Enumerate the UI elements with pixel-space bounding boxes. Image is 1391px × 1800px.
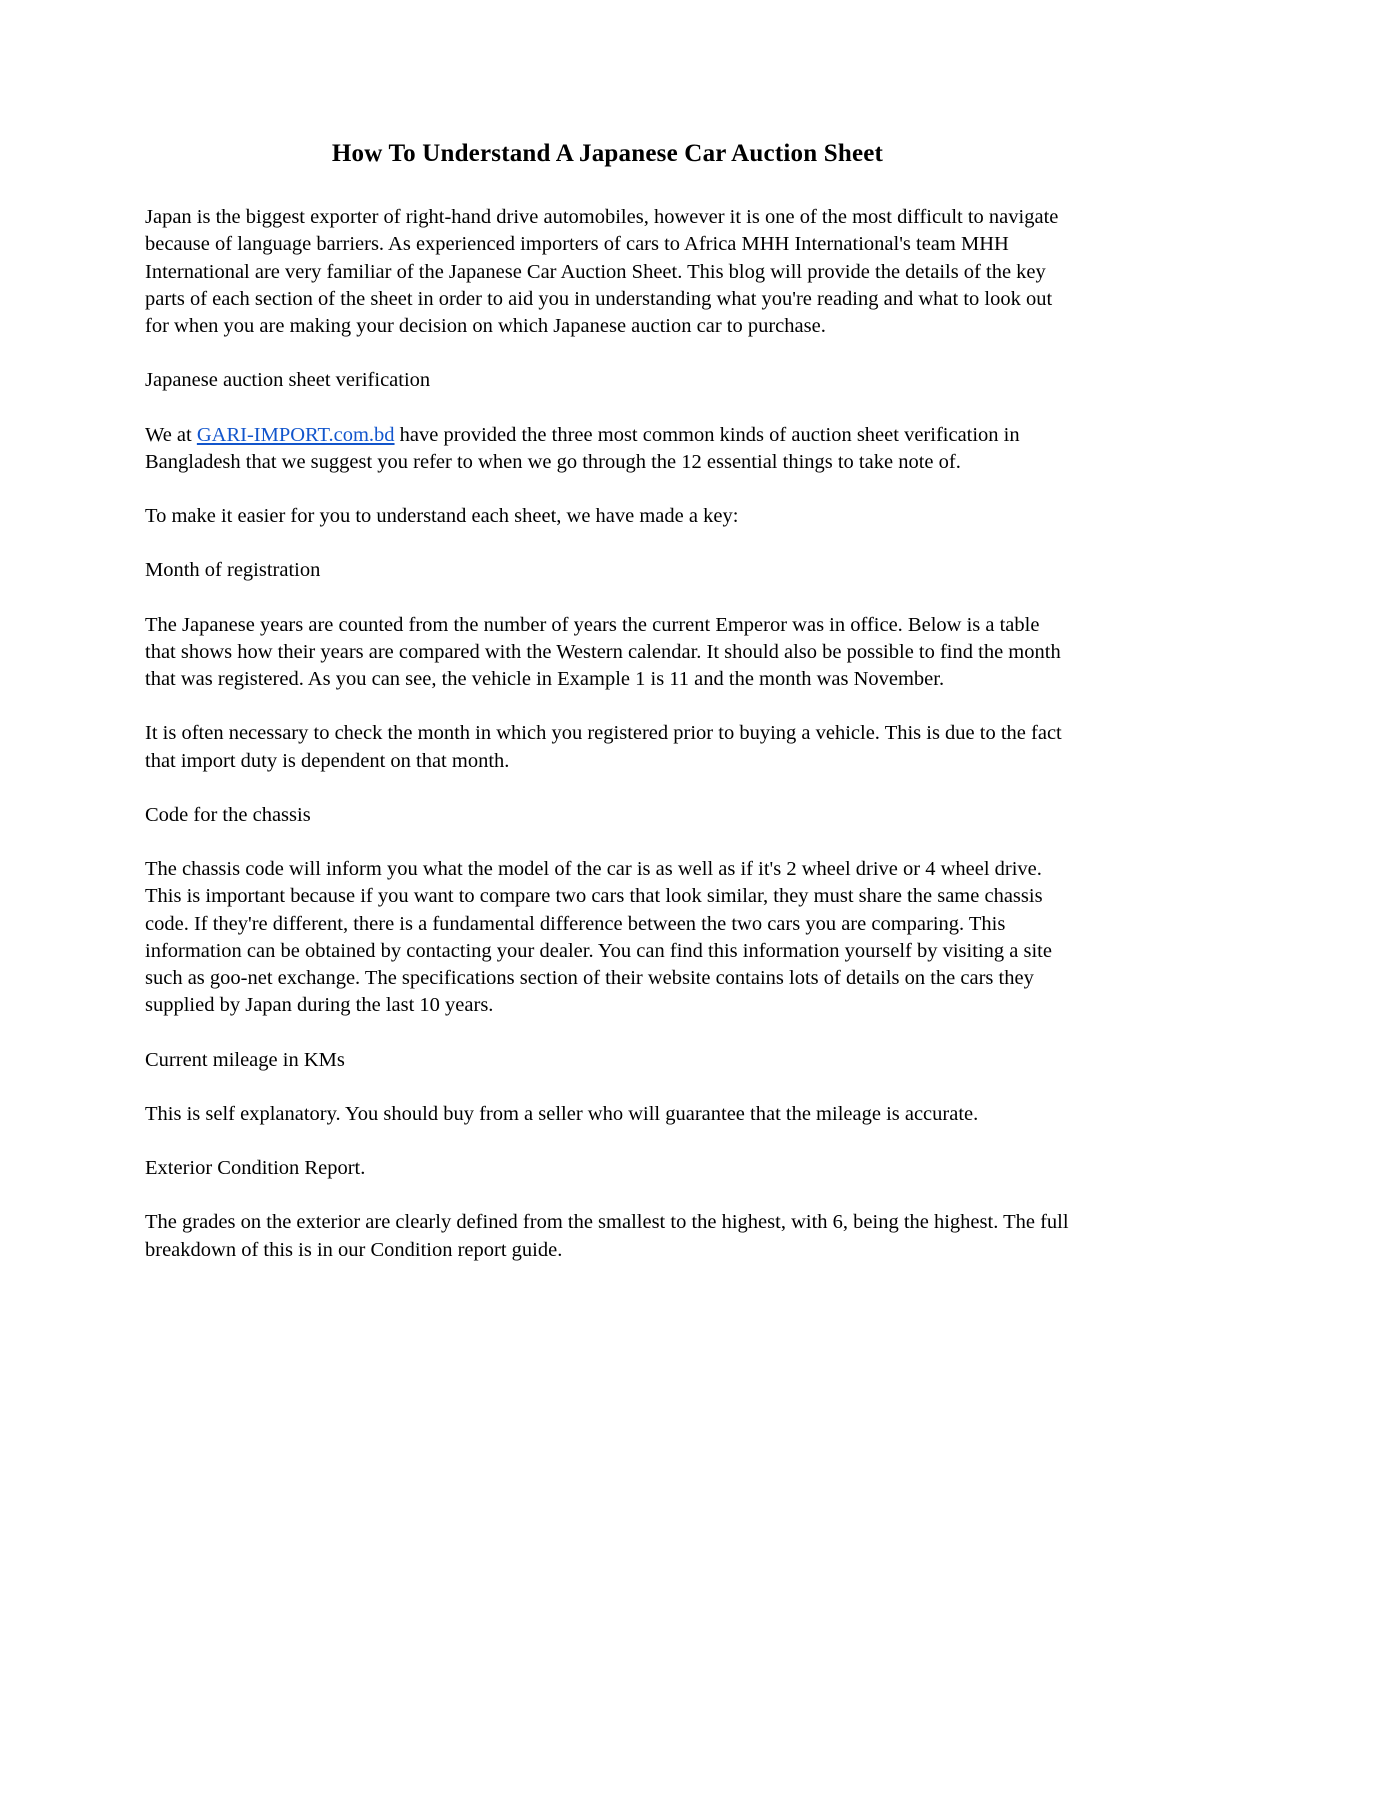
- paragraph-text: Japanese auction sheet verification: [145, 369, 431, 392]
- page-title: How To Understand A Japanese Car Auction Sheet: [331, 140, 884, 167]
- paragraph-text: To make it easier for you to understand each sheet, we have made a key:: [145, 505, 739, 527]
- paragraph: [145, 802, 1070, 829]
- paragraph-text: The grades on the exterior are clearly defined from the smallest to the highest, with 6, being the highest. The full breakdown of this is in our Condition report guide.: [145, 1211, 1069, 1261]
- paragraph-text: This is self explanatory. You should buy from a seller who will guarantee that the mileage is accurate.: [145, 1102, 979, 1125]
- paragraph-text: Current mileage in KMs: [145, 1048, 345, 1071]
- paragraphs: [145, 204, 1070, 1264]
- paragraph-text: Exterior Condition Report.: [145, 1157, 366, 1179]
- link-gari-import[interactable]: GARI-IMPORT.com.bd: [196, 423, 395, 446]
- document-page: [145, 140, 1070, 1291]
- paragraph: [145, 720, 1070, 775]
- paragraph: [145, 367, 1070, 394]
- paragraph: [145, 1101, 1070, 1128]
- paragraph: [145, 1209, 1070, 1264]
- paragraph: [145, 204, 1070, 340]
- paragraph-text: The Japanese years are counted from the number of years the current Emperor was in office. Below is a table that shows how their years are compared with the Western calendar. It should also be possible to find the month that was registered. As you can see, the vehicle in Example 1 is 11 and the month was November.: [145, 613, 1061, 690]
- paragraph-text: have provided the three most common kinds of auction sheet verification in Bangladesh that we suggest you refer to when we go through the 12 essential things to take note of.: [145, 423, 1020, 473]
- paragraph: [145, 503, 1070, 530]
- paragraph-text: Month of registration: [145, 559, 321, 582]
- paragraph: [145, 557, 1070, 584]
- paragraph-text: The chassis code will inform you what the model of the car is as well as if it's 2 wheel drive or 4 wheel drive. This is important because if you want to compare two cars that look similar, they must share the same chassis code. If they're different, there is a fundamental difference between the two cars you are comparing. This information can be obtained by contacting your dealer. You can find this information yourself by visiting a site such as goo-net exchange. The specifications section of their website contains lots of details on the cars they supplied by Japan during the last 10 years.: [145, 858, 1052, 1017]
- paragraph: [145, 422, 1070, 477]
- paragraph-text: We at: [145, 423, 197, 446]
- paragraph: [145, 612, 1070, 694]
- paragraph-text: It is often necessary to check the month in which you registered prior to buying a vehicle. This is due to the fact that import duty is dependent on that month.: [145, 722, 1062, 772]
- paragraph: [145, 1047, 1070, 1074]
- paragraph: [145, 1155, 1070, 1182]
- paragraph-text: Code for the chassis: [145, 803, 311, 826]
- paragraph: [145, 856, 1070, 1020]
- paragraph-text: Japan is the biggest exporter of right-hand drive automobiles, however it is one of the most difficult to navigate because of language barriers. As experienced importers of cars to Africa MHH International's team MHH International are very familiar of the Japanese Car Auction Sheet. This blog will provide the details of the key parts of each section of the sheet in order to aid you in understanding what you're reading and what to look out for when you are making your decision on which Japanese auction car to purchase.: [145, 206, 1059, 337]
